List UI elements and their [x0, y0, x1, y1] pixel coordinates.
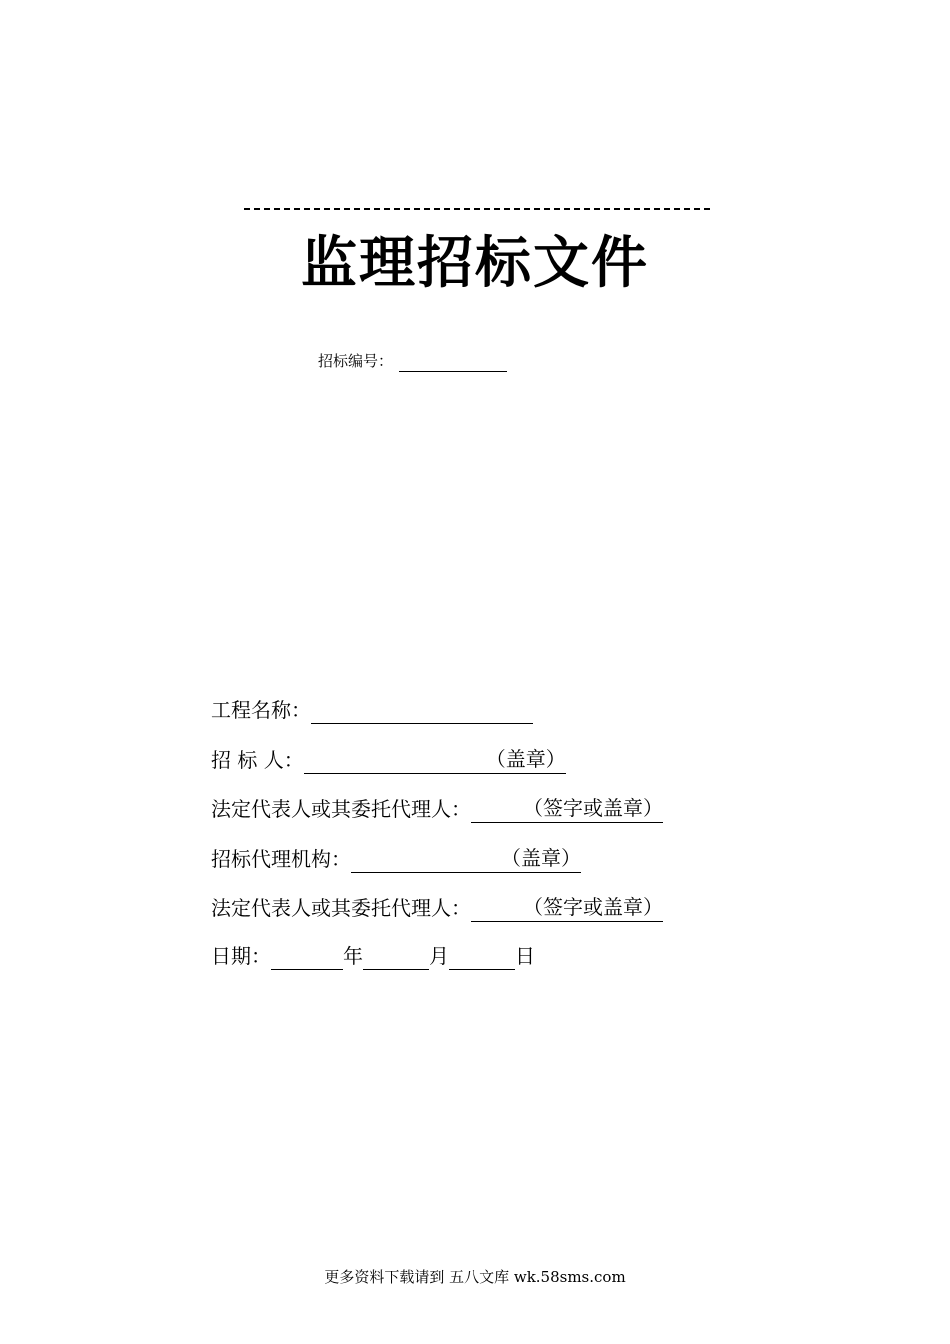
- bid-number-label: 招标编号：: [318, 352, 394, 370]
- agency-row: [211, 844, 581, 873]
- project-name-label: 工程名称：: [211, 698, 311, 722]
- top-dashed-line: [244, 208, 710, 210]
- legal-rep-1-sign: （签字或盖章）: [523, 796, 663, 820]
- legal-rep-1-row: [211, 794, 663, 823]
- footer-text: 更多资料下载请到 五八文库 wk.58sms.com: [324, 1268, 626, 1286]
- bid-number-row: [318, 350, 507, 372]
- date-label: 日期：: [211, 944, 271, 968]
- tenderer-seal: （盖章）: [485, 747, 566, 771]
- tenderer-label: 招 标 人：: [211, 748, 304, 772]
- agency-label: 招标代理机构：: [211, 847, 351, 871]
- legal-rep-1-blank: [471, 794, 663, 823]
- day-label: 日: [515, 944, 535, 968]
- day-blank: [449, 947, 515, 970]
- tenderer-blank: [304, 745, 566, 774]
- agency-blank: [351, 844, 581, 873]
- legal-rep-2-sign: （签字或盖章）: [523, 895, 663, 919]
- legal-rep-2-row: [211, 893, 663, 922]
- project-name-row: [211, 696, 533, 724]
- agency-seal: （盖章）: [501, 846, 581, 870]
- date-row: [211, 942, 535, 970]
- month-blank: [363, 947, 429, 970]
- document-title: 监理招标文件: [301, 231, 649, 296]
- year-blank: [271, 947, 343, 970]
- year-label: 年: [343, 944, 363, 968]
- project-name-blank: [311, 701, 533, 724]
- legal-rep-1-label: 法定代表人或其委托代理人：: [211, 797, 471, 821]
- legal-rep-2-label: 法定代表人或其委托代理人：: [211, 896, 471, 920]
- legal-rep-2-blank: [471, 893, 663, 922]
- tenderer-row: [211, 745, 566, 774]
- month-label: 月: [429, 944, 449, 968]
- bid-number-blank: [399, 355, 507, 372]
